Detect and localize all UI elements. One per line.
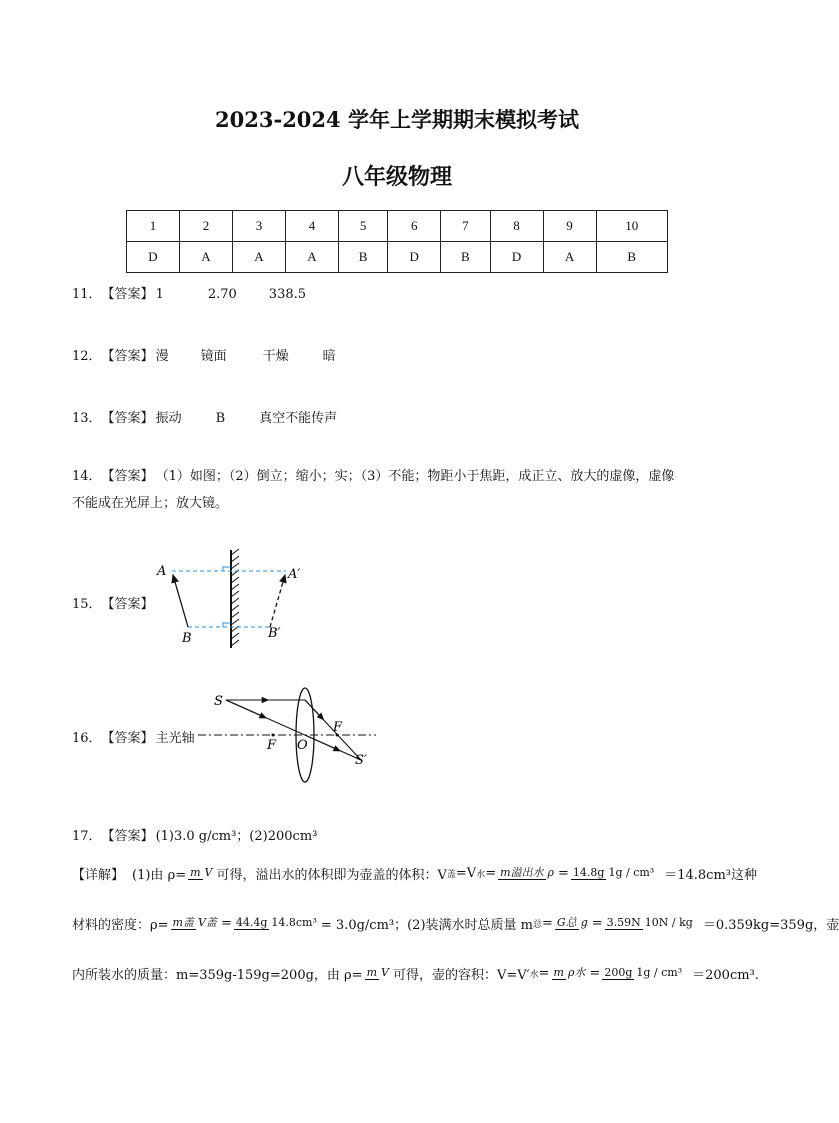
- page-subtitle: 八年级物理: [341, 164, 452, 190]
- answer-cell: A: [179, 242, 232, 273]
- question-number-cell: 6: [388, 211, 441, 242]
- label-s: S: [214, 694, 223, 709]
- detail-text: 可得，溢出水的体积即为壶盖的体积：V: [216, 867, 447, 883]
- answer-part: B: [215, 411, 226, 426]
- answer-part: 真空不能传声: [259, 411, 338, 426]
- question-number-cell: 10: [596, 211, 667, 242]
- axis-label: 主光轴: [155, 731, 195, 746]
- detail-line-1: [72, 858, 757, 888]
- answer-cell: B: [596, 242, 667, 273]
- answer-q16: [72, 727, 195, 746]
- convex-lens-diagram: [198, 680, 378, 785]
- fraction: m ρ水: [553, 966, 586, 979]
- answer-text: （1）如图；（2）倒立；缩小；实；（3）不能；物距小于焦距，成正立、放大的虚像，虚像: [155, 469, 675, 484]
- detail-text: ＝200cm³.: [692, 967, 759, 983]
- answer-part: 振动: [155, 411, 182, 426]
- answer-cell: A: [285, 242, 338, 273]
- question-number-cell: 3: [232, 211, 285, 242]
- label-b-prime: B′: [268, 626, 281, 641]
- question-number: 12．: [72, 349, 102, 364]
- answer-part: 1: [155, 287, 164, 302]
- right-angle-mark: [223, 567, 231, 571]
- detail-text: =V: [455, 865, 477, 881]
- answer-q17: [72, 825, 317, 844]
- answer-cell: D: [127, 242, 180, 273]
- question-number-cell: 2: [179, 211, 232, 242]
- answer-q14: [72, 465, 674, 484]
- image-arrow: [270, 575, 285, 627]
- detail-text: (1)由 ρ=: [132, 867, 187, 883]
- detail-text: 可得，壶的容积：V=V′: [392, 967, 530, 983]
- detail-text: =: [485, 865, 497, 881]
- answer-table-answer-row: [127, 242, 668, 273]
- question-number: 15．: [72, 597, 102, 612]
- label-b: B: [182, 631, 192, 646]
- detail-text: = 3.0g/cm³；(2)装满水时总质量 m: [320, 917, 533, 933]
- fraction: m溢出水 ρ: [500, 866, 555, 879]
- detail-text: =: [589, 965, 601, 981]
- question-number-cell: 7: [441, 211, 490, 242]
- answer-q11: [72, 283, 306, 302]
- answer-cell: A: [543, 242, 596, 273]
- fraction: 200g 1g / cm³: [604, 966, 683, 979]
- fraction: m V: [190, 866, 213, 879]
- question-number: 11．: [72, 287, 102, 302]
- question-number-cell: 8: [490, 211, 543, 242]
- question-number: 17．: [72, 829, 102, 844]
- focal-point-left: [272, 734, 275, 737]
- object-arrow: [173, 575, 188, 627]
- answer-text: (1)3.0 g/cm³；(2)200cm³: [155, 829, 318, 844]
- answer-tag: 【答案】: [101, 349, 154, 364]
- subscript: 水: [476, 869, 486, 880]
- answer-tag: 【答案】: [101, 829, 154, 844]
- label-a-prime: A′: [288, 567, 301, 582]
- answer-part: 镜面: [200, 349, 227, 364]
- fraction: m V: [366, 966, 389, 979]
- detail-text: ＝14.8cm³这种: [664, 867, 757, 883]
- answer-text: 不能成在光屏上；放大镜。: [72, 496, 229, 511]
- answer-cell: B: [338, 242, 387, 273]
- detail-line-3: [72, 958, 759, 988]
- answer-tag: 【答案】: [101, 287, 154, 302]
- detail-line-2: [72, 908, 839, 938]
- subscript: 总: [533, 919, 543, 930]
- answer-tag: 【答案】: [101, 469, 154, 484]
- answer-q14-cont: [72, 492, 228, 511]
- answer-part: 338.5: [268, 287, 307, 302]
- answer-tag: 【答案】: [101, 411, 154, 426]
- label-o: O: [297, 738, 308, 753]
- page-title: 2023-2024 学年上学期期末模拟考试: [215, 107, 579, 132]
- question-number-cell: 4: [285, 211, 338, 242]
- detail-text: ＝0.359kg=359g，壶: [702, 917, 839, 933]
- answer-cell: A: [232, 242, 285, 273]
- answer-cell: D: [388, 242, 441, 273]
- label-f-right: F: [333, 720, 343, 735]
- detail-tag: 【详解】: [72, 867, 125, 883]
- answer-table: [126, 210, 668, 273]
- answer-cell: B: [441, 242, 490, 273]
- detail-text: =: [591, 915, 603, 931]
- fraction: 3.59N 10N / kg: [606, 916, 693, 929]
- question-number-cell: 9: [543, 211, 596, 242]
- answer-tag: 【答案】: [101, 731, 154, 746]
- detail-text: =: [220, 915, 232, 931]
- answer-q13: [72, 407, 337, 426]
- answer-part: 漫: [155, 349, 169, 364]
- detail-text: 材料的密度：ρ=: [72, 917, 169, 933]
- answer-q12: [72, 345, 336, 364]
- detail-text: 内所装水的质量：m=359g-159g=200g，由 ρ=: [72, 967, 363, 983]
- answer-cell: D: [490, 242, 543, 273]
- question-number-cell: 5: [338, 211, 387, 242]
- label-a: A: [157, 564, 167, 579]
- answer-part: 暗: [322, 349, 336, 364]
- question-number: 16．: [72, 731, 102, 746]
- answer-tag: 【答案】: [101, 597, 154, 612]
- detail-text: =: [538, 965, 550, 981]
- answer-part: 2.70: [207, 287, 237, 302]
- question-number: 13．: [72, 411, 102, 426]
- fraction: m盖 V盖: [172, 916, 217, 929]
- answer-part: 干燥: [262, 349, 289, 364]
- mirror-hatching: [231, 549, 239, 646]
- subscript: 水: [529, 969, 539, 980]
- label-f-left: F: [267, 738, 277, 753]
- fraction: G总 g: [556, 916, 588, 929]
- fraction: 14.8g 1g / cm³: [572, 866, 655, 879]
- question-number-cell: 1: [127, 211, 180, 242]
- label-s-prime: S′: [355, 753, 367, 768]
- plane-mirror-diagram: [150, 545, 320, 655]
- right-angle-mark: [223, 623, 231, 627]
- detail-text: =: [558, 865, 569, 881]
- fraction: 44.4g 14.8cm³: [235, 916, 317, 929]
- answer-table-number-row: [127, 211, 668, 242]
- subscript: 盖: [446, 869, 456, 880]
- question-number: 14．: [72, 469, 102, 484]
- detail-text: =: [542, 915, 553, 931]
- answer-q15: [72, 593, 156, 612]
